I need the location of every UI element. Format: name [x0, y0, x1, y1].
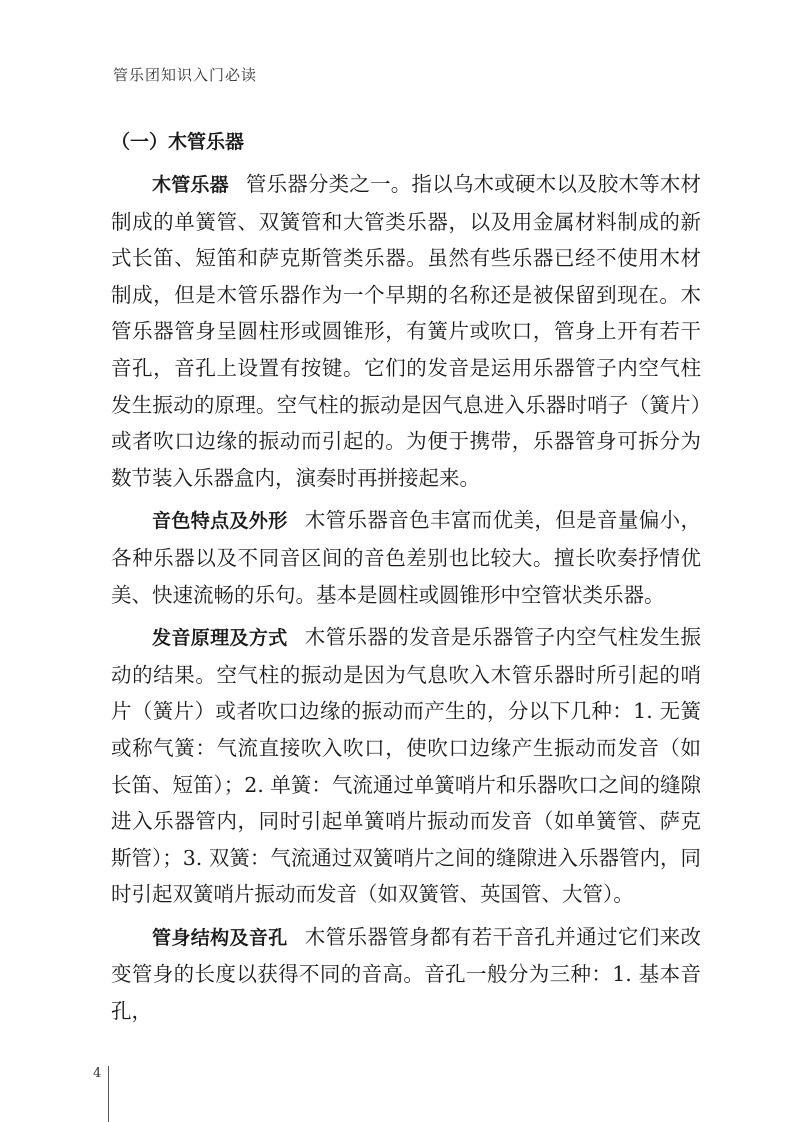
section-heading: （一）木管乐器 [111, 131, 245, 153]
running-header: 管乐团知识入门必读 [113, 66, 258, 84]
paragraph-woodwind [111, 166, 701, 496]
page-number: 4 [93, 1066, 102, 1081]
page-content [111, 124, 701, 1030]
paragraph-sound-principle [111, 619, 701, 913]
paragraph-timbre [111, 502, 701, 613]
term-sound-principle: 发音原理及方式 [152, 627, 288, 650]
paragraph-text: 木管乐器管身都有若干音孔并通过它们来改变管身的长度以获得不同的音高。音孔一般分为三种：1. 基本音孔， [111, 924, 701, 1024]
paragraph-text: 管乐器分类之一。指以乌木或硬木以及胶木等木材制成的单簧管、双簧管和大管类乐器，以及用金属材料制成的新式长笛、短笛和萨克斯管类乐器。虽然有些乐器已经不使用木材制成，但是木管乐器作为一个早期的名称还是被保留到现在。木管乐器管身呈圆柱形或圆锥形，有簧片或吹口，管身上开有若干音孔，音孔上设置有按键。它们的发音是运用乐器管子内空气柱发生振动的原理。空气柱的振动是因气息进入乐器时哨子（簧片）或者吹口边缘的振动而引起的。为便于携带，乐器管身可拆分为数节装入乐器盒内，演奏时再拼接起来。 [111, 172, 701, 490]
paragraph-tube-structure [111, 919, 701, 1030]
paragraph-text: 木管乐器的发音是乐器管子内空气柱发生振动的结果。空气柱的振动是因为气息吹入木管乐器时所引起的哨片（簧片）或者吹口边缘的振动而产生的，分以下几种：1. 无簧或称气簧：气流直接吹入吹口，使吹口边缘产生振动而发音（如长笛、短笛）；2. 单簧：气流通过单簧哨片和乐器吹口之间的缝隙进入乐器管内，同时引起单簧哨片振动而发音（如单簧管、萨克斯管）；3. 双簧：气流通过双簧哨片之间的缝隙进入乐器管内，同时引起双簧哨片振动而发音（如双簧管、英国管、大管）。 [111, 625, 701, 907]
term-tube-structure: 管身结构及音孔 [152, 926, 288, 949]
margin-rule [108, 1066, 109, 1122]
paragraph-text: 木管乐器音色丰富而优美，但是音量偏小，各种乐器以及不同音区间的音色差别也比较大。擅长吹奏抒情优美、快速流畅的乐句。基本是圆柱或圆锥形中空管状类乐器。 [111, 508, 701, 607]
term-woodwind: 木管乐器 [152, 174, 229, 196]
term-timbre: 音色特点及外形 [152, 510, 288, 533]
